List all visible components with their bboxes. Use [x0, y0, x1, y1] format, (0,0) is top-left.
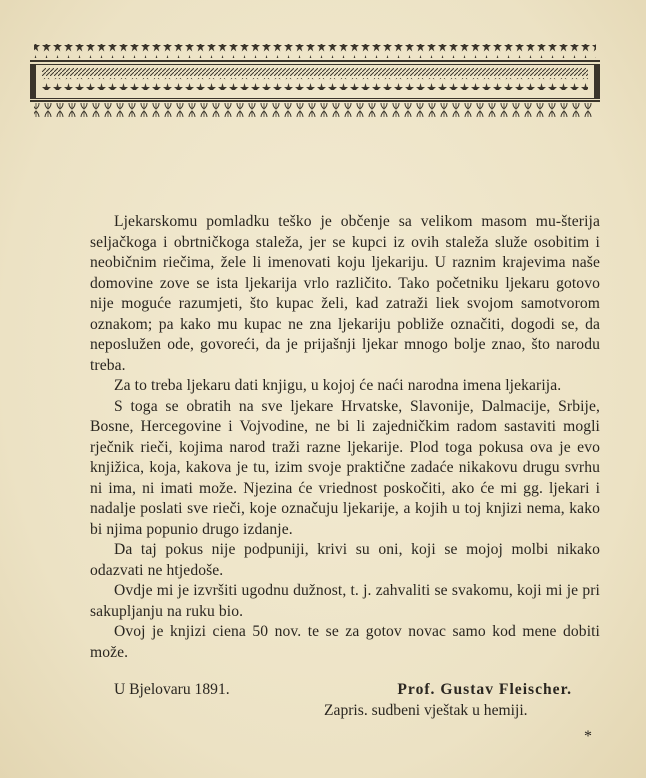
paragraph: Ovdje mi je izvršiti ugodnu dužnost, t. j. zahvaliti se svakomu, koji mi je pri sakupljanju na ruku bio.	[90, 582, 600, 620]
author-name: Prof. Gustav Fleischer.	[397, 681, 572, 698]
asterisk-mark: *	[584, 728, 592, 745]
paragraph: Ljekarskomu pomladku teško je občenje sa velikom masom mu-šterija seljačkoga i obrtničkoga staleža, jer se kupci iz ovih staleža služe osobitim i neobičnim riečima, žele li imenovati koju ljekariju. U raznim krajevima naše domovine zove se ista ljekarija vrlo različito. Tako početniku ljekaru gotovo nije moguće razumjeti, što kupac želi, kad zatraži liek svojom samotvorom oznakom; pa kako mu kupac ne zna ljekariju pobliže označiti, dogodi se, da neposlužen ode, govoreći, da je prijašnji ljekar mnogo bolje znao, što narodu treba.	[90, 213, 600, 374]
paragraph: Za to treba ljekaru dati knjigu, u kojoj će naći narodna imena ljekarija.	[114, 377, 562, 394]
paragraph: Ovoj je knjizi ciena 50 nov. te se za gotov novac samo kod mene dobiti može.	[90, 623, 600, 661]
paragraph: S toga se obratih na sve ljekare Hrvatske, Slavonije, Dalmacije, Srbije, Bosne, Hercegovine i Vojvodine, ne bi li zajedničkim radom sastaviti mogli rječnik rieči, kojima narod traži razne ljekarije. Plod toga pokusa ova je evo knjižica, koja, kakova je tu, izim svoje praktične zadaće nikakovu drugu svrhu ni ima, ni imati može. Njezina će vriednost poskočiti, ako će mi gg. ljekari i nadalje poslati sve rieči, koje označuju ljekarije, a kojih u toj knjizi nema, kako bi njima popunio drugo izdanje.	[90, 397, 600, 538]
body-text	[90, 212, 600, 663]
signature-block	[90, 680, 600, 721]
author-role: Zapris. sudbeni vještak u hemiji.	[324, 701, 528, 719]
ornamental-header-band-icon	[30, 40, 600, 118]
place-date: U Bjelovaru 1891.	[114, 681, 230, 698]
paragraph: Da taj pokus nije podpuniji, krivi su oni, koji se mojoj molbi nikako odazvati ne htjedoše.	[90, 541, 600, 579]
